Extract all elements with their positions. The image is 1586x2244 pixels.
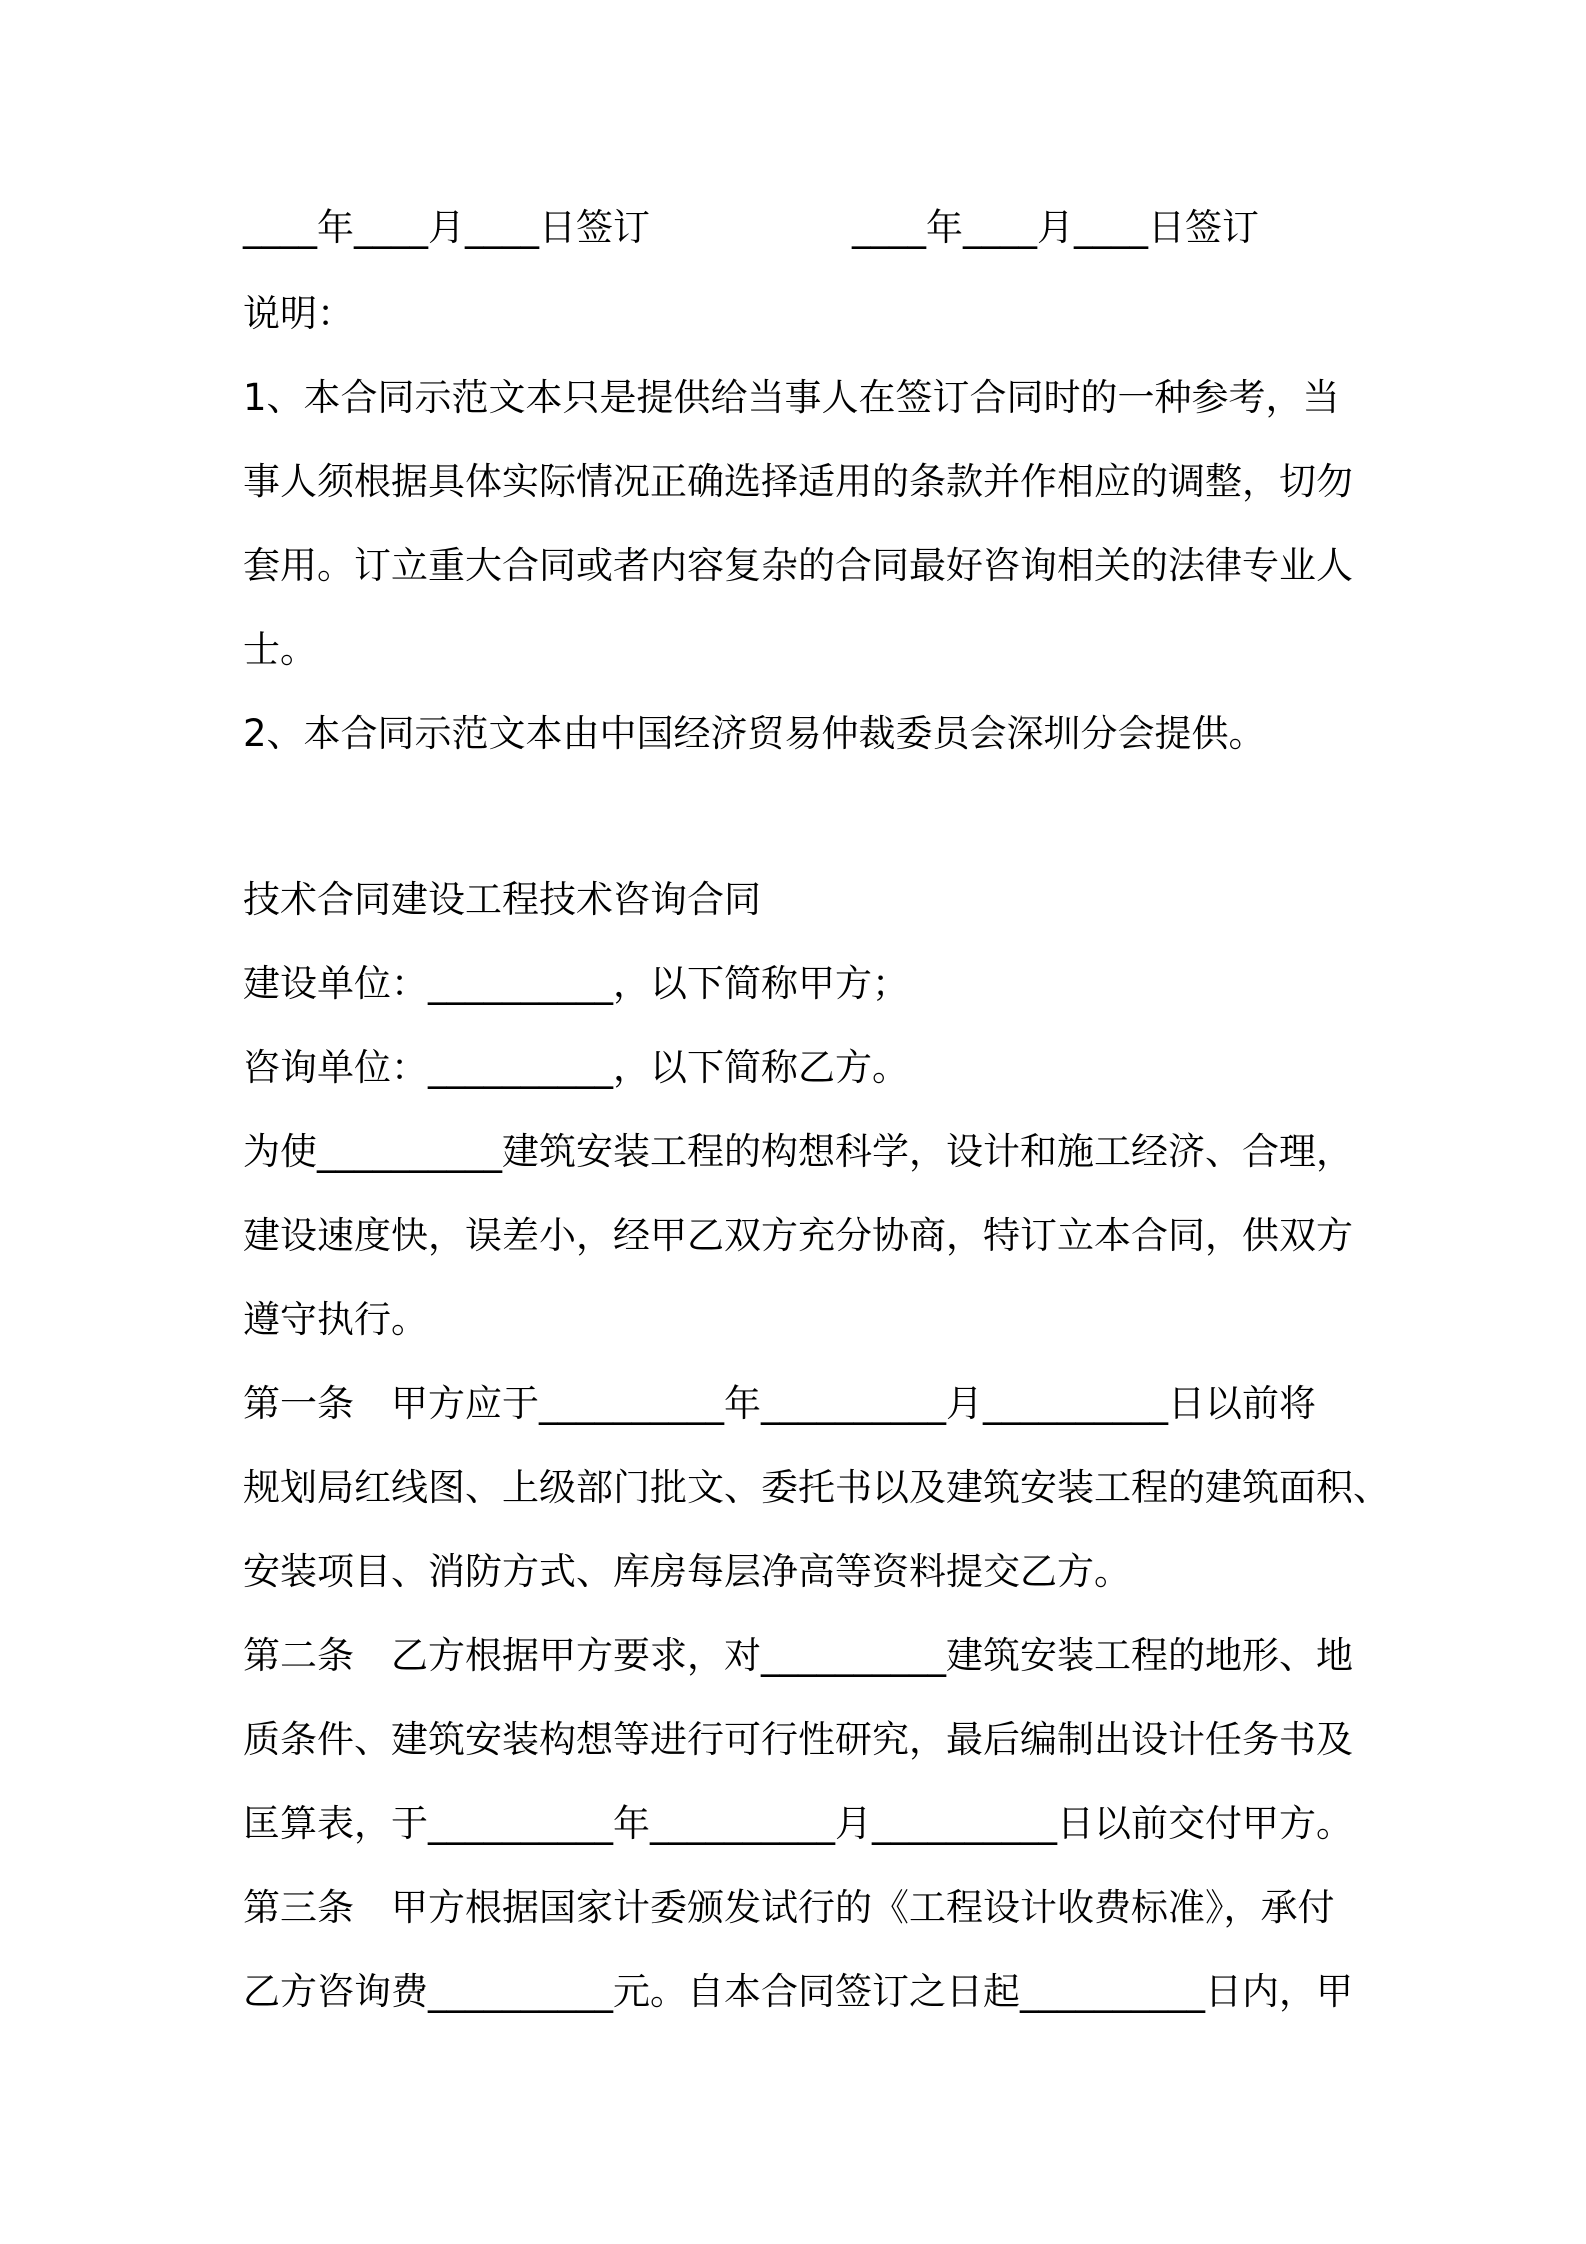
note-item-1-line-4: 士。 [243, 628, 317, 671]
contract-title: 技术合同建设工程技术咨询合同 [243, 878, 761, 921]
note-item-1-line-3: 套用。订立重大合同或者内容复杂的合同最好咨询相关的法律专业人 [243, 544, 1353, 587]
article-1-line-3: 安装项目、消防方式、库房每层净高等资料提交乙方。 [243, 1550, 1131, 1593]
preamble-line-2: 建设速度快，误差小，经甲乙双方充分协商，特订立本合同，供双方 [243, 1214, 1353, 1257]
preamble-line-3: 遵守执行。 [243, 1298, 428, 1341]
signing-date-right: ____年____月____日签订 [852, 206, 1259, 249]
article-2-line-3: 匡算表，于__________年__________月__________日以前交付甲方。 [243, 1802, 1353, 1845]
note-item-1-line-2: 事人须根据具体实际情况正确选择适用的条款并作相应的调整，切勿 [243, 460, 1353, 503]
article-2-line-1: 第二条 乙方根据甲方要求，对__________建筑安装工程的地形、地 [243, 1634, 1353, 1677]
party-b-line: 咨询单位：__________，以下简称乙方。 [243, 1046, 909, 1089]
article-1-line-1: 第一条 甲方应于__________年__________月__________日以前将 [243, 1382, 1316, 1425]
article-3-line-1: 第三条 甲方根据国家计委颁发试行的《工程设计收费标准》，承付 [243, 1886, 1335, 1929]
article-2-line-2: 质条件、建筑安装构想等进行可行性研究，最后编制出设计任务书及 [243, 1718, 1353, 1761]
article-1-line-2: 规划局红线图、上级部门批文、委托书以及建筑安装工程的建筑面积、 [243, 1466, 1390, 1509]
party-a-line: 建设单位：__________，以下简称甲方； [243, 962, 909, 1005]
note-item-1-line-1: 1、本合同示范文本只是提供给当事人在签订合同时的一种参考，当 [243, 376, 1340, 419]
signing-date-left: ____年____月____日签订 [243, 206, 650, 249]
preamble-line-1: 为使__________建筑安装工程的构想科学，设计和施工经济、合理， [243, 1130, 1353, 1173]
note-item-2: 2、本合同示范文本由中国经济贸易仲裁委员会深圳分会提供。 [243, 712, 1266, 755]
notes-heading: 说明： [243, 292, 354, 335]
article-3-line-2: 乙方咨询费__________元。自本合同签订之日起__________日内，甲 [243, 1970, 1353, 2013]
